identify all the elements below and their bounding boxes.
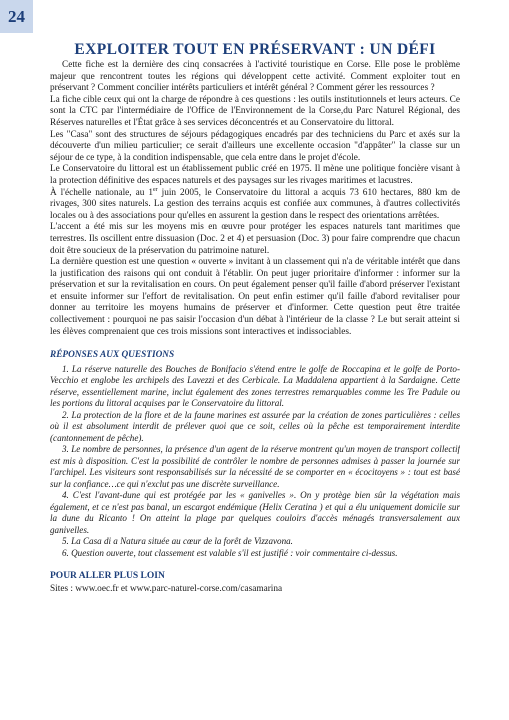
answers-section xyxy=(50,364,460,560)
document-body xyxy=(50,40,460,710)
further-heading: POUR ALLER PLUS LOIN xyxy=(50,571,165,582)
answer-item: 6. Question ouverte, tout classement est valable s'il est justifié : voir commentaire ci-dessus. xyxy=(62,547,398,558)
intro-paragraph: L'accent a été mis sur les moyens mis en œuvre pour protéger les espaces naturels tant maritimes que terrestres. Ils oscillent entre dissuasion (Doc. 2 et 4) et persuasion (Doc. 3) pour faire comprendre que chacun doit être soucieux de la préservation du patrimoine naturel. xyxy=(50,222,460,256)
answer-item: 3. Le nombre de personnes, la présence d'un agent de la réserve montrent qu'un moyen de transport collectif est mis à disposition. C'est la possibilité de contrôler le nombre de personnes admises à passer la journée sur l'archipel. Les visiteurs sont responsabilisés sur la nécessité de se comporter en « écocitoyens » : tout est basé sur la confiance…ce qui n'exclut pas une discrète surveillance. xyxy=(50,444,460,489)
page-title: EXPLOITER TOUT EN PRÉSERVANT : UN DÉFI xyxy=(74,41,436,58)
sites-line: Sites : www.oec.fr et www.parc-naturel-corse.com/casamarina xyxy=(50,583,283,594)
intro-paragraph: La dernière question est une question « ouverte » invitant à un classement qui n'a de véritable intérêt que dans la justification des raisons qui ont conduit à l'établir. On peut juger prioritaire d'informer : informer sur la préservation et sur la revitalisation en cours. On peut également penser qu'il faille d'abord préserver l'existant et ensuite informer sur l'effort de revitalisation. On peut enfin estimer qu'il faille d'abord revitaliser pour donner au territoire les moyens humains de préserver et d'informer. Cette question peut être traitée collectivement : pourquoi ne pas saisir l'occasion d'un débat à l'intérieur de la classe ? Le but serait atteint si les élèves comprenaient que ces trois missions sont interactives et indissociables. xyxy=(50,257,460,337)
answer-item: 1. La réserve naturelle des Bouches de Bonifacio s'étend entre le golfe de Roccapina et le golfe de Porto-Vecchio et englobe les archipels des Lavezzi et des Cerbicale. La Maddalena appartient à la Sardaigne. Cette réserve, essentiellement marine, inclut également des zones terrestres remarquables comme les Tre Padule ou les portions du littoral acquises par le Conservatoire du littoral. xyxy=(50,363,460,409)
intro-paragraph: Les "Casa" sont des structures de séjours pédagogiques encadrés par des techniciens du Parc et axés sur la découverte d'un milieu particulier; ce serait d'ailleurs une excellente occasion "d'appâter" la classe sur un séjour de ce type, à la condition indispensable, que cela entre dans le projet d'école. xyxy=(50,129,460,163)
answer-item: 5. La Casa di a Natura située au cœur de la forêt de Vizzavona. xyxy=(62,536,293,547)
intro-text: juin 2005, le Conservatoire du littoral a acquis 73 610 hectares, 880 km de rivages, 300 sites naturels. La gestion des terrains acquis est confiée aux communes, à d'autres collectivités locales ou à des associations pour qu'elles en assurent la gestion dans le respect des orientations arrêtées. xyxy=(50,187,460,221)
answer-item: 2. La protection de la flore et de la faune marines est assurée par la création de zones particulières : celles où il est absolument interdit de prélever quoi que ce soit, celles où la pêche est temporairement interdite (cantonnement de pêche). xyxy=(50,409,460,443)
intro-section xyxy=(50,60,460,338)
intro-paragraph xyxy=(50,188,460,223)
intro-text: À l'échelle nationale, au 1 xyxy=(50,187,153,198)
answer-item: 4. C'est l'avant-dune qui est protégée par les « ganivelles ». On y protège bien sûr la végétation mais également, et ce n'est pas banal, un escargot endémique (Helix Ceratina ) et qui a élu uniquement domicile sur la dune du Ricanto ! On atteint la plage par quelques couloirs d'accès ménagés transversalement aux ganivelles. xyxy=(50,490,460,535)
answers-heading: RÉPONSES AUX QUESTIONS xyxy=(50,350,175,361)
intro-paragraph: Cette fiche est la dernière des cinq consacrées à l'activité touristique en Corse. Elle pose le problème majeur que rencontrent toutes les régions qui développent cette activité. Comment exploiter tout en préservant ? Comment concilier intérêts particuliers et intérêt général ? Comment gérer les ressources ? xyxy=(50,60,460,94)
intro-paragraph: Le Conservatoire du littoral est un établissement public créé en 1975. Il mène une politique foncière visant à la protection définitive des espaces naturels et des paysages sur les rivages maritimes et lacustres. xyxy=(50,164,460,186)
page-number-badge: 24 xyxy=(0,0,33,33)
intro-paragraph: La fiche cible ceux qui ont la charge de répondre à ces questions : les outils institutionnels et leurs acteurs. Ce sont la CTC par l'intermédiaire de l'Office de l'Environnement de la Corse,du Parc Naturel Régional, des Réserves naturelles et l'État grâce à ses services déconcentrés et au Conservatoire du littoral. xyxy=(50,94,460,128)
ordinal-superscript: er xyxy=(152,186,158,193)
